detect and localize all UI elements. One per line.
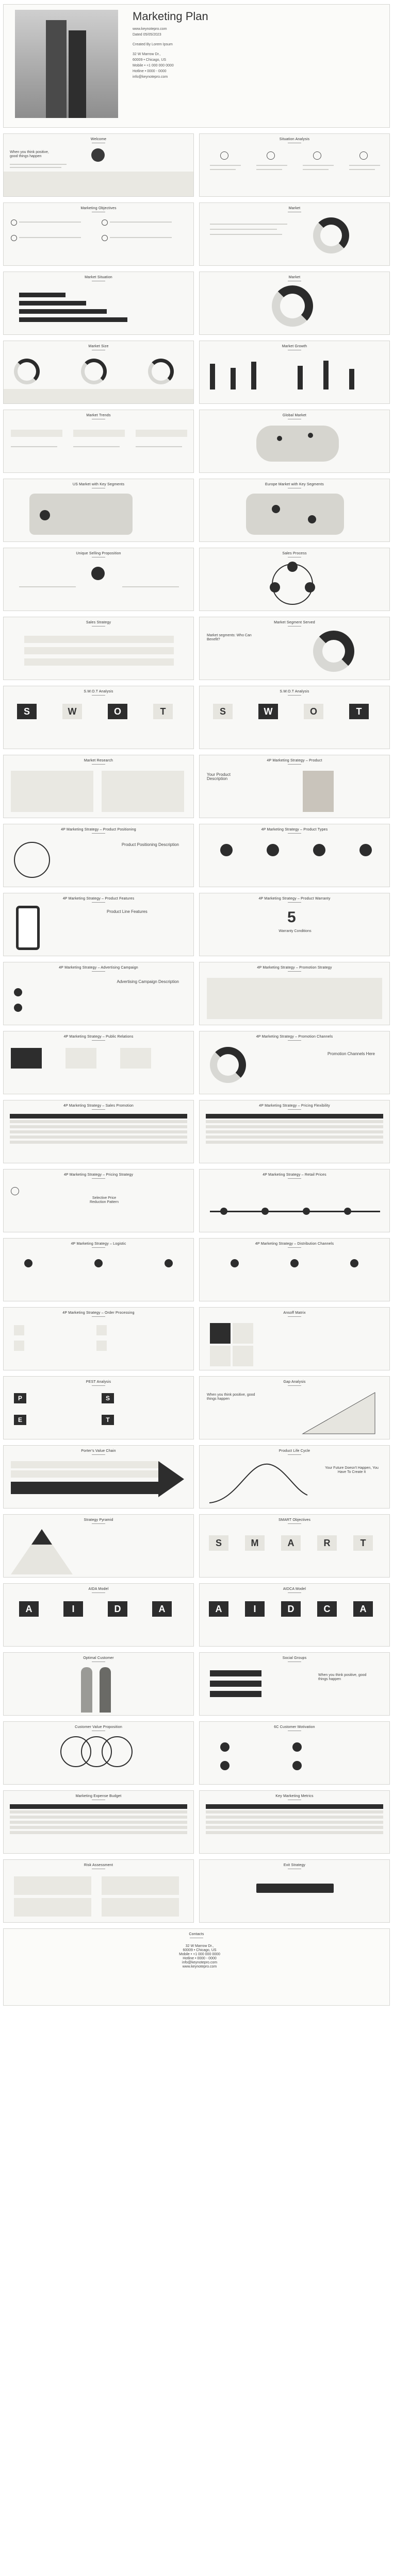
contacts-mobile: Mobile • +1 000 000 0000 xyxy=(179,1953,220,1956)
icon-circle-3-icon xyxy=(313,151,321,160)
slide-title: 4P Marketing Strategy – Pricing Strategy xyxy=(4,1173,193,1179)
slide-title: S.W.O.T Analysis xyxy=(4,690,193,696)
slide-title: Product Life Cycle xyxy=(200,1449,389,1455)
slide-welcome[interactable] xyxy=(3,133,194,197)
cover-hotline: Hotline • 0000 - 0000 xyxy=(133,70,167,73)
slide-advertising[interactable] xyxy=(3,962,194,1025)
smart-r: R xyxy=(317,1535,337,1551)
slide-promotion-channels[interactable] xyxy=(199,1031,390,1094)
pyramid-graphic xyxy=(11,1529,73,1574)
aida-i: I xyxy=(63,1601,83,1617)
slide-title: Market Growth xyxy=(200,345,389,350)
slide-europe-market[interactable] xyxy=(199,479,390,542)
slide-title: PEST Analysis xyxy=(4,1380,193,1386)
slide-swot-1[interactable] xyxy=(3,686,194,749)
slide-title: Situation Analysis xyxy=(200,138,389,143)
contacts-email: info@keynotepro.com xyxy=(182,1961,218,1964)
slide-title: Risk Assessment xyxy=(4,1863,193,1869)
slide-market[interactable] xyxy=(199,202,390,266)
donut-chart xyxy=(313,217,349,253)
contacts-hotline: Hotline • 0000 - 0000 xyxy=(183,1957,217,1960)
donut-chart xyxy=(272,285,313,327)
cover-email: info@keynotepro.com xyxy=(133,75,168,79)
slide-market-trends[interactable] xyxy=(3,410,194,473)
slide-title: Social Groups xyxy=(200,1656,389,1662)
social-quote: When you think positive, good things happen xyxy=(318,1673,367,1681)
welcome-quote: When you think positive, good things happen xyxy=(10,150,49,158)
slide-usp[interactable] xyxy=(3,548,194,611)
person-icon xyxy=(81,1667,92,1713)
positioning-description: Product Positioning Description xyxy=(121,842,179,847)
slide-title: Market Trends xyxy=(4,414,193,419)
slide-global-market[interactable] xyxy=(199,410,390,473)
slide-optimal-customer[interactable] xyxy=(3,1652,194,1716)
slide-title: Gap Analysis xyxy=(200,1380,389,1386)
slide-ansoff-matrix[interactable] xyxy=(199,1307,390,1370)
avatar xyxy=(91,148,105,162)
slide-title: Sales Strategy xyxy=(4,621,193,626)
product-description: Your Product Description xyxy=(207,772,231,781)
slide-aida-model[interactable] xyxy=(3,1583,194,1647)
cover-date: Dated 05/05/2023 xyxy=(133,33,161,37)
slide-4p-product[interactable] xyxy=(199,755,390,818)
slide-title: US Market with Key Segments xyxy=(4,483,193,488)
slide-customer-value[interactable] xyxy=(3,1721,194,1785)
slide-title: 4P Marketing Strategy – Logistic xyxy=(4,1242,193,1248)
cover-slide[interactable] xyxy=(3,4,390,128)
slide-title: 4P Marketing Strategy – Public Relations xyxy=(4,1035,193,1041)
slide-title: 4P Marketing Strategy – Pricing Flexibility xyxy=(200,1104,389,1110)
slide-sales-promotion[interactable] xyxy=(3,1100,194,1163)
slide-exit-strategy[interactable] xyxy=(199,1859,390,1923)
smart-s: S xyxy=(209,1535,228,1551)
swot-t: T xyxy=(153,704,173,719)
phone-mockup xyxy=(16,906,40,950)
swot-t: T xyxy=(349,704,369,719)
slide-title: 4P Marketing Strategy – Product Warranty xyxy=(200,897,389,903)
slide-title: Marketing Expense Budget xyxy=(4,1794,193,1800)
warranty-years: 5 xyxy=(287,909,296,926)
slide-expense-budget[interactable] xyxy=(3,1790,194,1854)
slide-order-processing[interactable] xyxy=(3,1307,194,1370)
contacts-address: 32 W Marrow Dr., xyxy=(185,1944,214,1948)
slide-title: 4P Marketing Strategy – Product Positioning xyxy=(4,828,193,834)
person-icon xyxy=(100,1667,111,1713)
slide-title: Europe Market with Key Segments xyxy=(200,483,389,488)
building-photo xyxy=(15,10,118,118)
product-photo xyxy=(303,771,334,812)
product-line-features: Product Line Features xyxy=(107,909,148,914)
slide-title: Key Marketing Metrics xyxy=(200,1794,389,1800)
swot-s: S xyxy=(213,704,233,719)
slide-title: Market xyxy=(200,276,389,281)
slide-marketing-objectives[interactable] xyxy=(3,202,194,266)
slide-title: Welcome xyxy=(4,138,193,143)
cover-city: 60009 • Chicago, US xyxy=(133,58,167,62)
slide-title: Exit Strategy xyxy=(200,1863,389,1869)
slide-strategy-pyramid[interactable] xyxy=(3,1514,194,1578)
slide-promotion-strategy[interactable] xyxy=(199,962,390,1025)
slide-public-relations[interactable] xyxy=(3,1031,194,1094)
swot-w: W xyxy=(258,704,278,719)
icon-circle-2-icon xyxy=(267,151,275,160)
slide-title: Market Research xyxy=(4,759,193,765)
segment-question: Market segments: Who Can Benefit? xyxy=(207,634,252,641)
aidca-a2: A xyxy=(353,1601,373,1617)
slide-distribution-channels[interactable] xyxy=(199,1238,390,1301)
icon-circle-4-icon xyxy=(359,151,368,160)
pest-e: E xyxy=(14,1415,26,1425)
lightbulb-icon xyxy=(91,567,105,580)
contacts-website: www.keynotepro.com xyxy=(182,1965,217,1969)
smart-t: T xyxy=(353,1535,373,1551)
slide-title: Marketing Objectives xyxy=(4,207,193,212)
exit-graphic xyxy=(256,1884,334,1893)
advertising-description: Advertising Campaign Description xyxy=(117,979,179,984)
slide-market-donut[interactable] xyxy=(199,272,390,335)
slide-6c-motivation[interactable] xyxy=(199,1721,390,1785)
slide-title: AIDCA Model xyxy=(200,1587,389,1593)
slide-title: Porter's Value Chain xyxy=(4,1449,193,1455)
slide-title: Market Size xyxy=(4,345,193,350)
slide-market-segment[interactable] xyxy=(199,617,390,680)
slide-title: 4P Marketing Strategy – Product Types xyxy=(200,828,389,834)
smart-m: M xyxy=(245,1535,265,1551)
slide-product-positioning[interactable] xyxy=(3,824,194,887)
slide-product-types[interactable] xyxy=(199,824,390,887)
slide-smart-objectives[interactable] xyxy=(199,1514,390,1578)
slide-title: Sales Process xyxy=(200,552,389,557)
aidca-c: C xyxy=(317,1601,337,1617)
slide-aidca-model[interactable] xyxy=(199,1583,390,1647)
slide-title: 4P Marketing Strategy – Product Features xyxy=(4,897,193,903)
cover-meta xyxy=(133,26,174,80)
slide-title: Optimal Customer xyxy=(4,1656,193,1662)
slide-pricing-strategy[interactable] xyxy=(3,1169,194,1232)
slide-swot-2[interactable] xyxy=(199,686,390,749)
pest-t: T xyxy=(102,1415,114,1425)
europe-map xyxy=(246,494,344,535)
slide-market-research[interactable] xyxy=(3,755,194,818)
icon-circle-1-icon xyxy=(220,151,228,160)
slide-social-groups[interactable] xyxy=(199,1652,390,1716)
aida-a: A xyxy=(19,1601,39,1617)
slide-title: 4P Marketing Strategy – Advertising Campaign xyxy=(4,966,193,972)
slide-title: Contacts xyxy=(4,1933,389,1938)
slide-contacts[interactable] xyxy=(3,1928,390,2006)
slide-us-market[interactable] xyxy=(3,479,194,542)
slide-title: S.W.O.T Analysis xyxy=(200,690,389,696)
slide-title: 4P Marketing Strategy – Sales Promotion xyxy=(4,1104,193,1110)
slide-logistic[interactable] xyxy=(3,1238,194,1301)
gap-quote: When you think positive, good things happen xyxy=(207,1393,255,1401)
slide-title: Customer Value Proposition xyxy=(4,1725,193,1731)
donut-chart xyxy=(313,631,354,672)
slide-product-warranty[interactable] xyxy=(199,893,390,956)
slide-title: Strategy Pyramid xyxy=(4,1518,193,1524)
slide-title: AIDA Model xyxy=(4,1587,193,1593)
smart-a: A xyxy=(281,1535,301,1551)
swot-o: O xyxy=(304,704,323,719)
aidca-i: I xyxy=(245,1601,265,1617)
world-map xyxy=(256,426,339,462)
slide-title: 4P Marketing Strategy – Promotion Channels xyxy=(200,1035,389,1041)
slide-pest-analysis[interactable] xyxy=(3,1376,194,1439)
slide-title: 6C Customer Motivation xyxy=(200,1725,389,1731)
slide-title: 4P Marketing Strategy – Distribution Channels xyxy=(200,1242,389,1248)
cover-mobile: Mobile • +1 000 000 0000 xyxy=(133,64,174,67)
contacts-details xyxy=(169,1944,231,1969)
swot-s: S xyxy=(17,704,37,719)
slide-title: SMART Objectives xyxy=(200,1518,389,1524)
cover-website: www.keynotepro.com xyxy=(133,27,167,31)
life-cycle-curve xyxy=(207,1459,310,1505)
slide-porters-value-chain[interactable] xyxy=(3,1445,194,1509)
slide-title: Ansoff Matrix xyxy=(200,1311,389,1317)
swot-o: O xyxy=(108,704,127,719)
slide-pricing-flexibility[interactable] xyxy=(199,1100,390,1163)
aidca-a: A xyxy=(209,1601,228,1617)
slide-sales-process[interactable] xyxy=(199,548,390,611)
slide-gap-analysis[interactable] xyxy=(199,1376,390,1439)
slide-title: Market Segment Served xyxy=(200,621,389,626)
cover-author: Created By Lorem Ipsum xyxy=(133,43,173,46)
slide-situation-analysis[interactable] xyxy=(199,133,390,197)
cover-address: 32 W Marrow Dr., xyxy=(133,53,161,56)
gap-triangle xyxy=(298,1390,380,1436)
slide-market-growth[interactable] xyxy=(199,341,390,404)
slide-title: 4P Marketing Strategy – Product xyxy=(200,759,389,765)
contacts-city: 60009 • Chicago, US xyxy=(183,1948,217,1952)
aida-a2: A xyxy=(152,1601,172,1617)
slide-sales-strategy[interactable] xyxy=(3,617,194,680)
slide-product-life-cycle[interactable] xyxy=(199,1445,390,1509)
slide-title: 4P Marketing Strategy – Promotion Strategy xyxy=(200,966,389,972)
pest-p: P xyxy=(14,1393,26,1403)
slide-title: 4P Marketing Strategy – Order Processing xyxy=(4,1311,193,1317)
aidca-d: D xyxy=(281,1601,301,1617)
aida-d: D xyxy=(108,1601,127,1617)
plc-quote: Your Future Doesn't Happen, You Have To Create It xyxy=(325,1466,379,1474)
promotion-channels-label: Promotion Channels Here xyxy=(327,1052,375,1056)
warranty-label: Warranty Conditions xyxy=(279,929,312,933)
pricing-strategy-label: Selective Price Reduction Pattern xyxy=(89,1196,119,1204)
slide-key-metrics[interactable] xyxy=(199,1790,390,1854)
slide-retail-prices[interactable] xyxy=(199,1169,390,1232)
slide-risk-assessment[interactable] xyxy=(3,1859,194,1923)
slide-title: Unique Selling Proposition xyxy=(4,552,193,557)
slide-title: Global Market xyxy=(200,414,389,419)
slide-title: 4P Marketing Strategy – Retail Prices xyxy=(200,1173,389,1179)
pest-s: S xyxy=(102,1393,114,1403)
slide-title: Market xyxy=(200,207,389,212)
slide-title: Market Situation xyxy=(4,276,193,281)
slide-market-situation[interactable] xyxy=(3,272,194,335)
cover-title: Marketing Plan xyxy=(133,10,208,23)
slide-market-size[interactable] xyxy=(3,341,194,404)
swot-w: W xyxy=(62,704,82,719)
slide-product-features[interactable] xyxy=(3,893,194,956)
